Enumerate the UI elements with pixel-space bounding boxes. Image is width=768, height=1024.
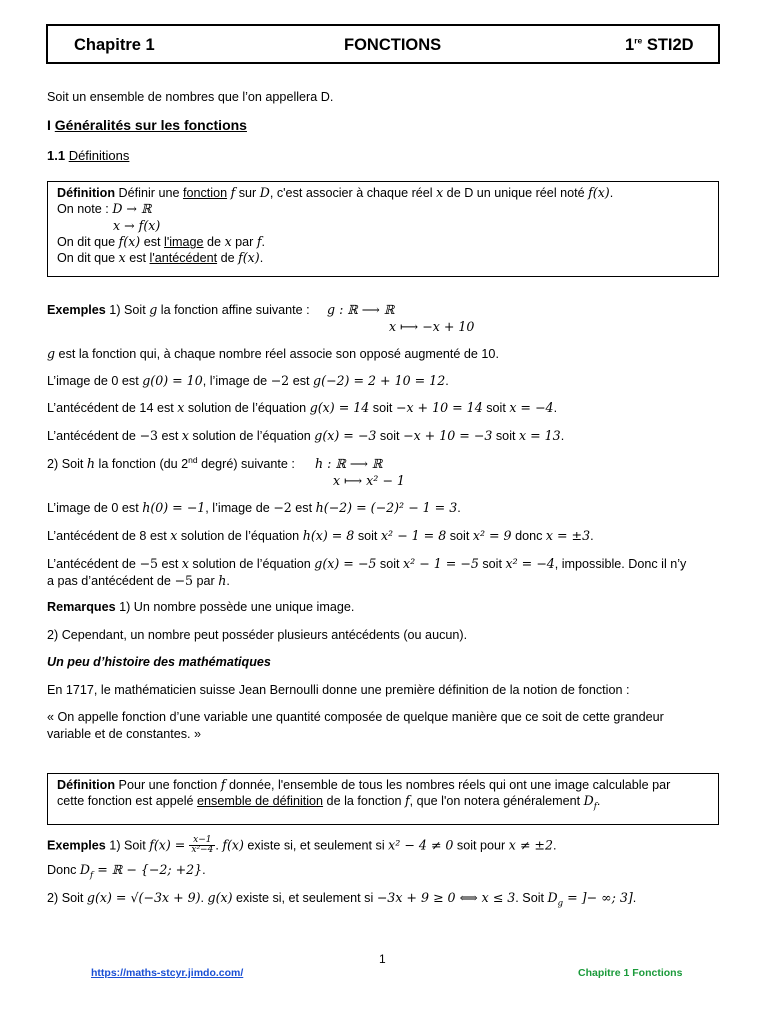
- def1-line3: x → f(x): [113, 217, 161, 233]
- example2-line2: Donc $D_f$ = ℝ − {−2; +2}.: [47, 862, 206, 881]
- example1-line6: 2) Soit h la fonction (du 2nd degré) suivante :: [47, 455, 295, 472]
- example2-line1: Exemples 1) Soit f(x) = $\frac{x-1}{\text{x²−4}}$ . f(x) existe si, et seulement si x² − 4 ≠ 0 soit pour x ≠ ±2.: [47, 835, 557, 856]
- example1-line4: L’antécédent de 14 est x solution de l’équation g(x) = 14 soit −x + 10 = 14 soit x = −4.: [47, 400, 558, 415]
- def1-line4: On dit que f(x) est l'image de x par f.: [57, 234, 266, 250]
- fraction: $\frac{x-1}{\text{x²−4}}$: [191, 835, 214, 856]
- definition-box-domain: [47, 773, 719, 825]
- example1-line10: a pas d’antécédent de −5 par h.: [47, 573, 230, 588]
- history-quote2: variable et de constantes. »: [47, 727, 202, 741]
- def1-line5: On dit que x est l'antécédent de f(x).: [57, 250, 264, 266]
- history-line1: En 1717, le mathématicien suisse Jean Bernoulli donne une première définition de la notion de fonction :: [47, 683, 630, 697]
- example1-line7: L’image de 0 est h(0) = −1, l’image de −2 est h(−2) = (−2)² − 1 = 3.: [47, 500, 461, 515]
- history-quote1: « On appelle fonction d’une variable une quantité composée de quelque manière que ce soit de cette grandeur: [47, 710, 664, 724]
- g-mapping-2: x ⟼ −x + 10: [389, 319, 475, 334]
- definition-box-function: [47, 181, 719, 277]
- section-heading-1-1: 1.1 Définitions: [47, 148, 130, 163]
- example1-line5: L’antécédent de −3 est x solution de l’équation g(x) = −3 soit −x + 10 = −3 soit x = 13.: [47, 428, 565, 443]
- section-heading-1: I Généralités sur les fonctions: [47, 117, 247, 133]
- def1-line1: Définition Définir une fonction f sur D, c'est associer à chaque réel x de D un unique réel noté f(x).: [57, 185, 614, 200]
- chapter-title: FONCTIONS: [344, 36, 442, 54]
- footer-link[interactable]: https://maths-stcyr.jimdo.com/: [91, 967, 244, 979]
- def1-line2: On note : D → ℝ: [57, 201, 152, 217]
- example1-line2: g est la fonction qui, à chaque nombre réel associe son opposé augmenté de 10.: [47, 346, 499, 361]
- chapter-number: Chapitre 1: [74, 36, 155, 54]
- remark-1: Remarques 1) Un nombre possède une unique image.: [47, 600, 355, 614]
- example1-line8: L’antécédent de 8 est x solution de l’équation h(x) = 8 soit x² − 1 = 8 soit x² = 9 donc x = ±3.: [47, 528, 594, 543]
- def2-line2: cette fonction est appelé ensemble de définition de la fonction f, que l'on notera généralement $D_f$.: [57, 793, 601, 812]
- footer-chapter: Chapitre 1 Fonctions: [578, 967, 683, 979]
- g-mapping-1: g : ℝ ⟶ ℝ: [327, 302, 395, 317]
- remark-2: 2) Cependant, un nombre peut posséder plusieurs antécédents (ou aucun).: [47, 628, 468, 642]
- intro-text: Soit un ensemble de nombres que l’on appellera D.: [47, 90, 334, 104]
- example1-line9: L’antécédent de −5 est x solution de l’équation g(x) = −5 soit x² − 1 = −5 soit x² = −4, impossible. Donc il n’y: [47, 556, 687, 571]
- example1-line3: L’image de 0 est g(0) = 10, l’image de −2 est g(−2) = 2 + 10 = 12.: [47, 373, 449, 388]
- history-title: Un peu d’histoire des mathématiques: [47, 655, 271, 669]
- example1-line1: Exemples 1) Soit g la fonction affine suivante :: [47, 302, 310, 317]
- def2-line1: Définition Pour une fonction f donnée, l'ensemble de tous les nombres réels qui ont une image calculable par: [57, 777, 671, 792]
- page-number: 1: [379, 952, 386, 966]
- class-level: 1re STI2D: [625, 35, 694, 54]
- example2-line3: 2) Soit g(x) = √(−3x + 9). g(x) existe si, et seulement si −3x + 9 ≥ 0 ⟺ x ≤ 3. Soit $D_g$ = ]− ∞; 3].: [47, 890, 637, 909]
- chapter-header: [46, 24, 720, 64]
- h-mapping-2: x ⟼ x² − 1: [333, 473, 405, 488]
- h-mapping-1: h : ℝ ⟶ ℝ: [315, 456, 383, 471]
